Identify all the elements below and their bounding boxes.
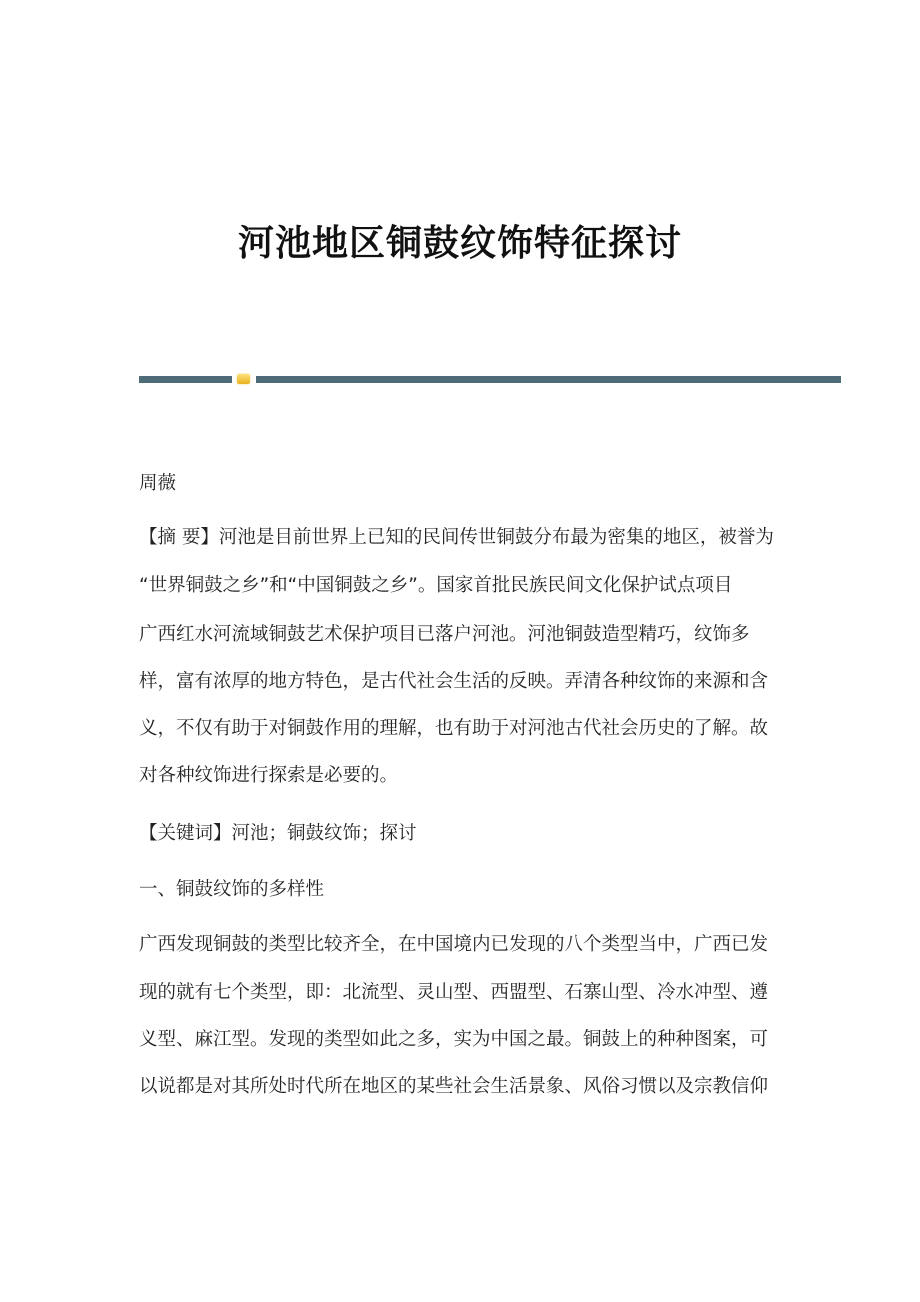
section-heading: 一、铜鼓纹饰的多样性	[139, 879, 325, 900]
body-line: 广西发现铜鼓的类型比较齐全，在中国境内已发现的八个类型当中，广西已发	[139, 934, 769, 955]
keywords: 【关键词】河池；铜鼓纹饰；探讨	[139, 823, 417, 844]
abstract-line: 样，富有浓厚的地方特色，是古代社会生活的反映。弄清各种纹饰的来源和含	[139, 671, 769, 692]
abstract-line: 义，不仅有助于对铜鼓作用的理解，也有助于对河池古代社会历史的了解。故	[139, 718, 769, 739]
body-line: 以说都是对其所处时代所在地区的某些社会生活景象、风俗习惯以及宗教信仰	[139, 1076, 769, 1097]
body-line: 义型、麻江型。发现的类型如此之多，实为中国之最。铜鼓上的种种图案，可	[139, 1029, 769, 1050]
divider-ornament-icon	[237, 374, 250, 384]
author: 周薇	[139, 473, 177, 494]
divider-left	[139, 376, 232, 383]
body-line: 现的就有七个类型，即：北流型、灵山型、西盟型、石寨山型、冷水冲型、遵	[139, 982, 769, 1003]
abstract-line: “世界铜鼓之乡”和“中国铜鼓之乡”。国家首批民族民间文化保护试点项目	[139, 575, 733, 596]
abstract-line: 【摘 要】河池是目前世界上已知的民间传世铜鼓分布最为密集的地区，被誉为	[139, 527, 774, 548]
document-title: 河池地区铜鼓纹饰特征探讨	[237, 222, 682, 264]
abstract-line: 对各种纹饰进行探索是必要的。	[139, 765, 399, 786]
divider-right	[256, 376, 841, 383]
abstract-line: 广西红水河流域铜鼓艺术保护项目已落户河池。河池铜鼓造型精巧，纹饰多	[139, 624, 750, 645]
